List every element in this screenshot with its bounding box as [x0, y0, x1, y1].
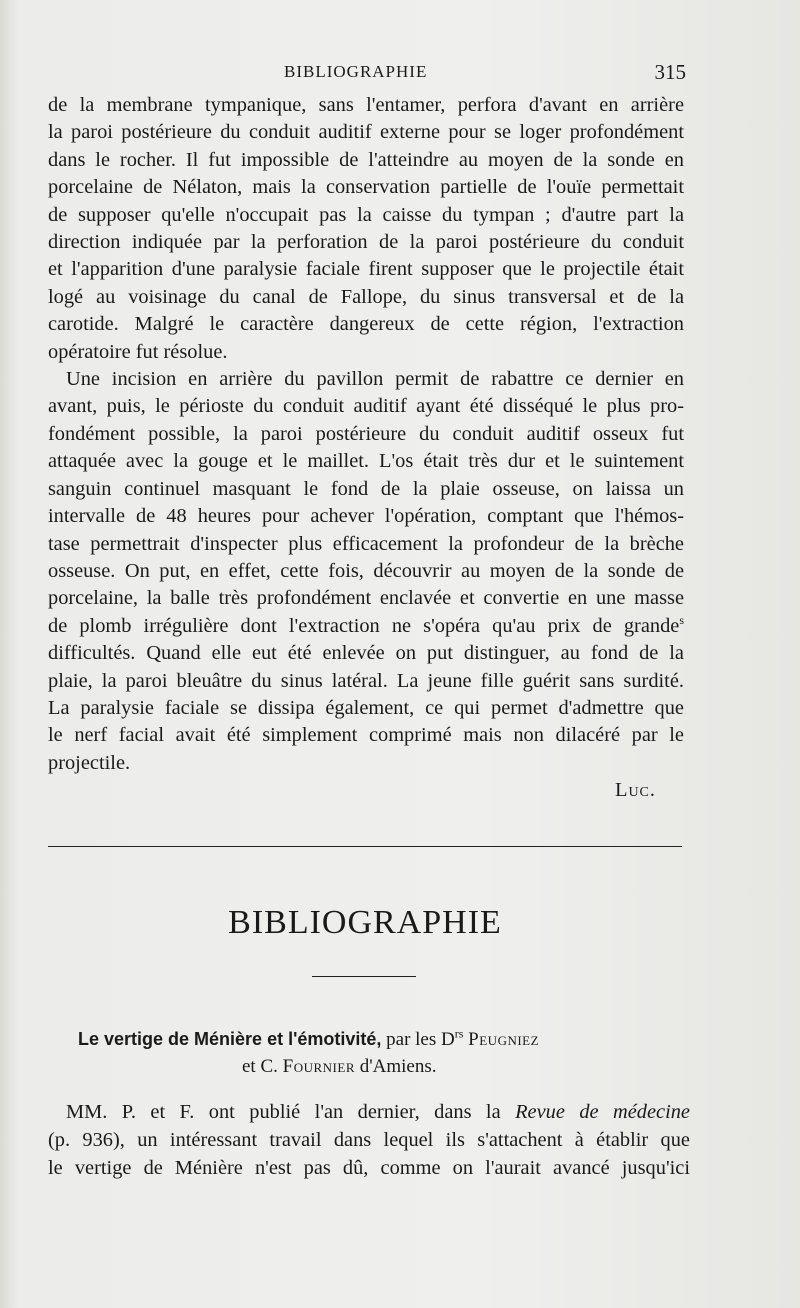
- text-line: la paroi postérieure du conduit auditif externe pour se loger profondément: [48, 121, 684, 144]
- reference-author: Fournier: [282, 1056, 355, 1077]
- text-line: tase permettrait d'inspecter plus efficacement la profondeur de la brèche: [48, 532, 684, 555]
- text-line-with-sup: [48, 613, 684, 640]
- text-line: porcelaine de Nélaton, mais la conservation partielle de l'ouïe permettait: [48, 176, 684, 199]
- reference-title: Le vertige de Ménière et l'émotivité,: [78, 1029, 382, 1049]
- reference-drs: D: [441, 1029, 455, 1050]
- text-line: Une incision en arrière du pavillon permit de rabattre ce dernier en: [66, 368, 684, 391]
- author-signature: Luc.: [614, 779, 656, 802]
- superscript: s: [679, 612, 684, 627]
- reference-suffix: d'Amiens.: [359, 1056, 437, 1077]
- text-line: difficultés. Quand elle eut été enlevée on put distinguer, au fond de la: [48, 642, 684, 665]
- case-report-text: [48, 92, 684, 805]
- running-title: BIBLIOGRAPHIE: [284, 62, 428, 81]
- text-line: carotide. Malgré le caractère dangereux de cette région, l'extraction: [48, 313, 684, 336]
- text-fragment: de plomb irrégulière dont l'extraction ne s'opéra qu'au prix de grande: [48, 614, 680, 637]
- text-line: avant, puis, le périoste du conduit auditif ayant été disséqué le plus pro-: [48, 395, 684, 418]
- running-header: [48, 58, 686, 88]
- text-line: attaquée avec la gouge et le maillet. L'os était très dur et le suintement: [48, 450, 684, 473]
- text-line: direction indiquée par la perforation de la paroi postérieure du conduit: [48, 231, 684, 254]
- text-line: (p. 936), un intéressant travail dans lequel ils s'attachent à établir que: [48, 1129, 690, 1151]
- text-line: La paralysie faciale se dissipa également, ce qui permet d'admettre que: [48, 696, 684, 719]
- superscript: rs: [454, 1026, 464, 1041]
- text-line: et l'apparition d'une paralysie faciale firent supposer que le projectile était: [48, 258, 684, 281]
- text-line: de la membrane tympanique, sans l'entamer, perfora d'avant en arrière: [48, 94, 684, 116]
- text-line: fondément possible, la paroi postérieure du conduit auditif osseux fut: [48, 422, 684, 445]
- bibliographic-reference: [78, 1026, 658, 1080]
- text-line: osseuse. On put, en effet, cette fois, découvrir au moyen de la sonde de: [48, 559, 684, 582]
- text-line: sanguin continuel masquant le fond de la plaie osseuse, on laissa un: [48, 477, 684, 500]
- text-fragment: MM. P. et F. ont publié l'an dernier, dans la: [66, 1101, 501, 1123]
- reference-line: [78, 1026, 658, 1053]
- text-line: opératoire fut résolue.: [48, 340, 228, 363]
- reference-author: Peugniez: [468, 1029, 540, 1050]
- text-line: dans le rocher. Il fut impossible de l'atteindre au moyen de la sonde en: [48, 148, 684, 171]
- section-divider: [48, 846, 682, 847]
- text-line: projectile.: [48, 751, 131, 774]
- text-line: plaie, la paroi bleuâtre du sinus latéral. La jeune fille guérit sans surdité.: [48, 669, 684, 692]
- text-line: le vertige de Ménière n'est pas dû, comme on l'aurait avancé jusqu'ici: [48, 1157, 690, 1179]
- text-line: [48, 1098, 690, 1126]
- text-line: logé au voisinage du canal de Fallope, du sinus transversal et de la: [48, 285, 684, 308]
- text-line: intervalle de 48 heures pour achever l'opération, comptant que l'hémos-: [48, 505, 684, 528]
- text-line: de supposer qu'elle n'occupait pas la caisse du tympan ; d'autre part la: [48, 203, 684, 226]
- title-underline: [312, 976, 416, 977]
- text-line: le nerf facial avait été simplement comprimé mais non dilacéré par le: [48, 724, 684, 747]
- reference-by: par les: [386, 1029, 437, 1050]
- journal-title: Revue de médecine: [515, 1101, 690, 1123]
- text-line: porcelaine, la balle très profondément enclavée et convertie en une masse: [48, 587, 684, 610]
- section-title: BIBLIOGRAPHIE: [228, 904, 502, 941]
- review-text: [48, 1098, 690, 1182]
- page-number: 315: [654, 60, 686, 84]
- reference-line: [78, 1053, 658, 1080]
- reference-prefix: et C.: [242, 1056, 278, 1077]
